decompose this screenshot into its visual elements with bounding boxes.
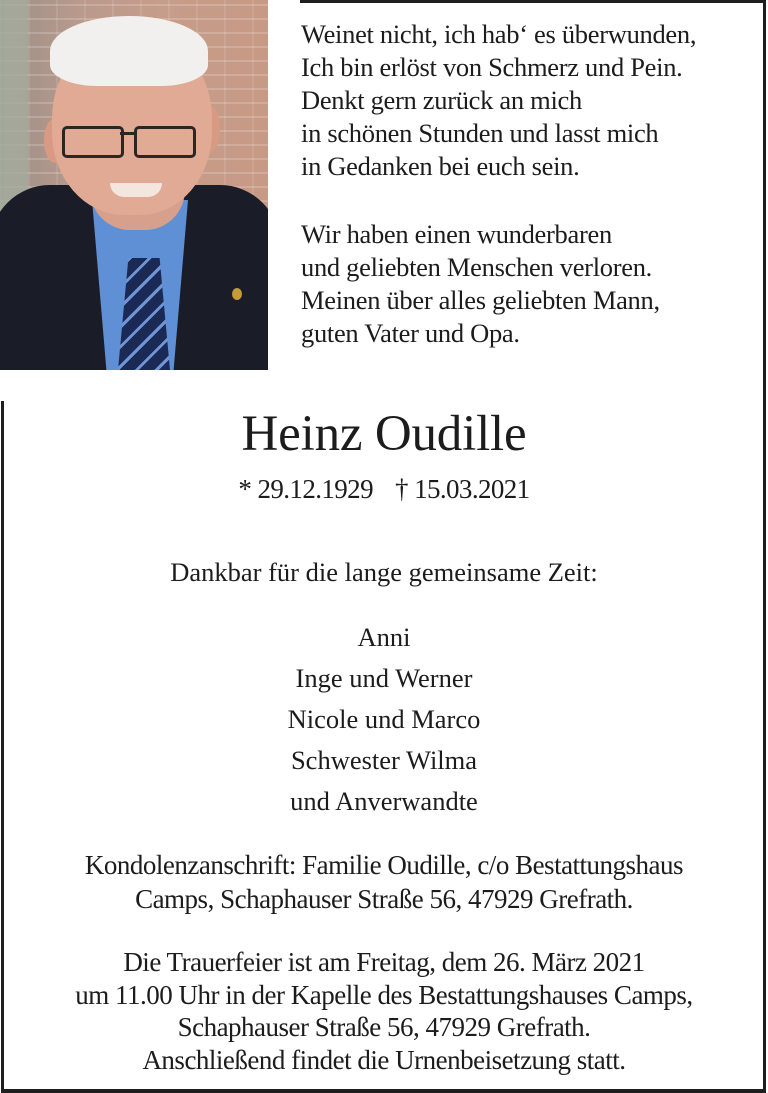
- condolence-line: Kondolenzanschrift: Familie Oudille, c/o Bestattungshaus: [84, 850, 684, 880]
- verse-stanza-1: [301, 18, 696, 183]
- mourner-name: Inge und Werner: [295, 663, 473, 693]
- condolence-address: [0, 848, 768, 916]
- verse-line: Denkt gern zurück an mich: [301, 85, 582, 115]
- verse-line: Meinen über alles geliebten Mann,: [301, 285, 660, 315]
- verse-line: guten Vater und Opa.: [301, 318, 520, 348]
- verse-line: in Gedanken bei euch sein.: [301, 151, 580, 181]
- birth-star-icon: *: [238, 474, 252, 504]
- frame-top-border: [300, 0, 766, 3]
- frame-bottom-border: [1, 1089, 766, 1093]
- frame-right-border: [763, 0, 766, 1093]
- life-dates: [0, 472, 768, 506]
- verse-line: Ich bin erlöst von Schmerz und Pein.: [301, 52, 683, 82]
- ceremony-info: [0, 946, 768, 1076]
- deceased-name: Heinz Oudille: [241, 406, 527, 462]
- verse-line: Wir haben einen wunderbaren: [301, 219, 612, 249]
- ceremony-line: um 11.00 Uhr in der Kapelle des Bestattungshauses Camps,: [75, 979, 693, 1010]
- verse-stanza-2: [301, 218, 660, 350]
- ceremony-line: Schaphauser Straße 56, 47929 Grefrath.: [177, 1012, 591, 1042]
- white-hair: [50, 16, 208, 86]
- verse-line: in schönen Stunden und lasst mich: [301, 118, 659, 148]
- mourner-name: Anni: [357, 622, 411, 652]
- lapel-pin-icon: [232, 288, 242, 300]
- ceremony-line: Die Trauerfeier ist am Freitag, dem 26. März 2021: [123, 947, 645, 977]
- condolence-line: Camps, Schaphauser Straße 56, 47929 Grefrath.: [135, 884, 633, 914]
- birth-date: 29.12.1929: [257, 474, 373, 504]
- verse-line: Weinet nicht, ich hab‘ es überwunden,: [301, 19, 697, 49]
- mourner-name: Schwester Wilma: [290, 745, 478, 775]
- mourner-name: und Anverwandte: [290, 786, 478, 816]
- ceremony-line: Anschließend findet die Urnenbeisetzung statt.: [142, 1044, 626, 1075]
- portrait-photo: [0, 0, 268, 370]
- death-cross-icon: †: [395, 474, 408, 504]
- mourners-intro: Dankbar für die lange gemeinsame Zeit:: [170, 557, 598, 587]
- mourner-name: Nicole und Marco: [287, 704, 481, 734]
- death-date: 15.03.2021: [414, 474, 530, 504]
- verse-line: und geliebten Menschen verloren.: [301, 252, 652, 282]
- smile: [110, 183, 162, 197]
- mourners-list: [0, 617, 768, 822]
- glasses-icon: [62, 120, 198, 156]
